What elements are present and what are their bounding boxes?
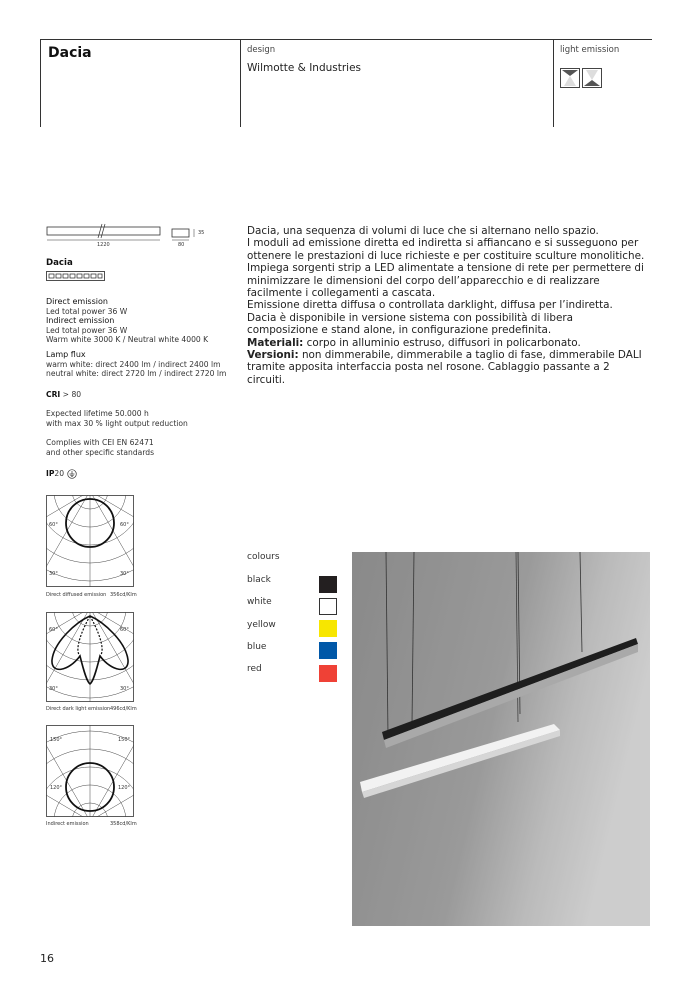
design-label: design xyxy=(247,45,276,55)
direct-power: Led total power 36 W xyxy=(46,306,128,316)
spec-lifetime xyxy=(46,409,246,428)
dim-width: 80 xyxy=(178,242,185,248)
desc-paragraph-2: I moduli ad emissione diretta ed indiretta si affiancano e si susseguono per ottenere le prestazioni di luce richieste e per costituire sculture monolitiche. Impiega sorgenti strip a LED alimentate a tensione di rete per permettere di minimizzare le dimensioni del corpo dell’apparecchio e di realizzare facilmente i collegamenti a cascata. xyxy=(247,237,645,300)
colours-title: colours xyxy=(247,552,280,562)
materials-text: corpo in alluminio estruso, diffusori in policarbonato. xyxy=(303,336,581,349)
swatch-blue xyxy=(319,642,337,659)
flux-neutral: neutral white: direct 2720 lm / indirect 2720 lm xyxy=(46,369,227,379)
polar-1-caption: Direct diffused emission xyxy=(46,592,107,598)
polar-3-caption: Indirect emission xyxy=(46,821,89,827)
lamp-flux-title: Lamp flux xyxy=(46,350,86,359)
polar-3-angle-bottom: 120° xyxy=(50,785,63,791)
desc-paragraph-1: Dacia, una sequenza di volumi di luce che si alternano nello spazio. xyxy=(247,225,599,237)
indirect-power: Led total power 36 W xyxy=(46,325,128,335)
colour-label-blue: blue xyxy=(247,642,267,652)
desc-paragraph-3: Emissione diretta diffusa o controllata darklight, diffusa per l’indiretta. xyxy=(247,299,613,312)
materials-label: Materiali: xyxy=(247,336,304,349)
header-top-rule xyxy=(40,39,652,40)
polar-2-angle-bottom-right: 30° xyxy=(120,686,129,692)
complies-line-2: and other specific standards xyxy=(46,447,155,457)
dim-length: 1220 xyxy=(97,242,110,248)
polar-2-angle-bottom: 30° xyxy=(49,686,58,692)
ground-symbol-icon xyxy=(67,469,77,479)
header-divider-1 xyxy=(240,39,241,127)
dim-height: 35 xyxy=(198,230,205,236)
colour-label-yellow: yellow xyxy=(247,620,276,630)
swatch-red xyxy=(319,665,337,682)
polar-2-angle-top: 60° xyxy=(49,627,58,633)
swatch-yellow xyxy=(319,620,337,637)
spec-product-name: Dacia xyxy=(46,258,73,268)
desc-paragraph-4: Dacia è disponibile in versione sistema con possibilità di libera composizione e stand alone, in configurazione predefinita. xyxy=(247,311,574,337)
product-photo xyxy=(352,552,650,926)
polar-1-value: 356cd/Klm xyxy=(110,592,137,598)
polar-3-angle-top-right: 150° xyxy=(118,737,131,743)
module-chain-icon xyxy=(46,271,106,281)
complies-line-1: Complies with CEI EN 62471 xyxy=(46,438,154,447)
direct-emission-icon xyxy=(560,68,580,88)
spec-complies xyxy=(46,438,246,457)
polar-1-angle-bottom-right: 30° xyxy=(120,571,129,577)
page-number: 16 xyxy=(40,952,54,965)
product-description xyxy=(247,225,647,386)
colour-label-red: red xyxy=(247,664,262,674)
polar-3-value: 358cd/Klm xyxy=(110,821,137,827)
light-emission-label: light emission xyxy=(560,45,620,55)
spec-cri xyxy=(46,390,81,400)
polar-2-value: 496cd/Klm xyxy=(110,706,137,712)
direct-emission-title: Direct emission xyxy=(46,297,108,306)
swatch-black xyxy=(319,576,337,593)
colour-label-black: black xyxy=(247,575,271,585)
versions-text: non dimmerabile, dimmerabile a taglio di fase, dimmerabile DALI tramite apposita interfaccia posta nel rosone. Cablaggio passante a 2 circuiti. xyxy=(247,349,642,386)
lifetime-line-2: with max 30 % light output reduction xyxy=(46,418,188,428)
designer-name: Wilmotte & Industries xyxy=(247,62,362,74)
desc-versions xyxy=(247,349,647,386)
polar-2-angle-top-right: 60° xyxy=(120,627,129,633)
product-title: Dacia xyxy=(48,45,92,61)
swatch-white xyxy=(319,598,337,615)
indirect-emission-title: Indirect emission xyxy=(46,316,115,326)
polar-1-angle-top-right: 60° xyxy=(120,522,129,528)
polar-3-angle-top: 150° xyxy=(50,737,63,743)
polar-1-angle-bottom: 30° xyxy=(49,571,58,577)
versions-label: Versioni: xyxy=(247,349,299,362)
cri-value: > 80 xyxy=(60,390,82,399)
header-divider-2 xyxy=(553,39,554,127)
colour-label-white: white xyxy=(247,597,272,607)
polar-2-caption: Direct dark light emission xyxy=(46,706,111,712)
ip-label: IP xyxy=(46,469,55,478)
indirect-emission-icon xyxy=(582,68,602,88)
dimension-drawing xyxy=(46,222,216,252)
spec-block-flux xyxy=(46,350,246,379)
polar-1-angle-top: 60° xyxy=(49,522,58,528)
desc-materials xyxy=(247,337,647,349)
flux-warm: warm white: direct 2400 lm / indirect 2400 lm xyxy=(46,359,221,369)
ip-value: 20 xyxy=(54,469,65,478)
spec-ip xyxy=(46,469,77,479)
color-temperature: Warm white 3000 K / Neutral white 4000 K xyxy=(46,335,209,345)
cri-label: CRI xyxy=(46,390,61,399)
header-left-rule xyxy=(40,39,41,127)
polar-3-angle-bottom-right: 120° xyxy=(118,785,131,791)
lifetime-line-1: Expected lifetime 50.000 h xyxy=(46,409,149,418)
spec-block-emission xyxy=(46,297,246,345)
